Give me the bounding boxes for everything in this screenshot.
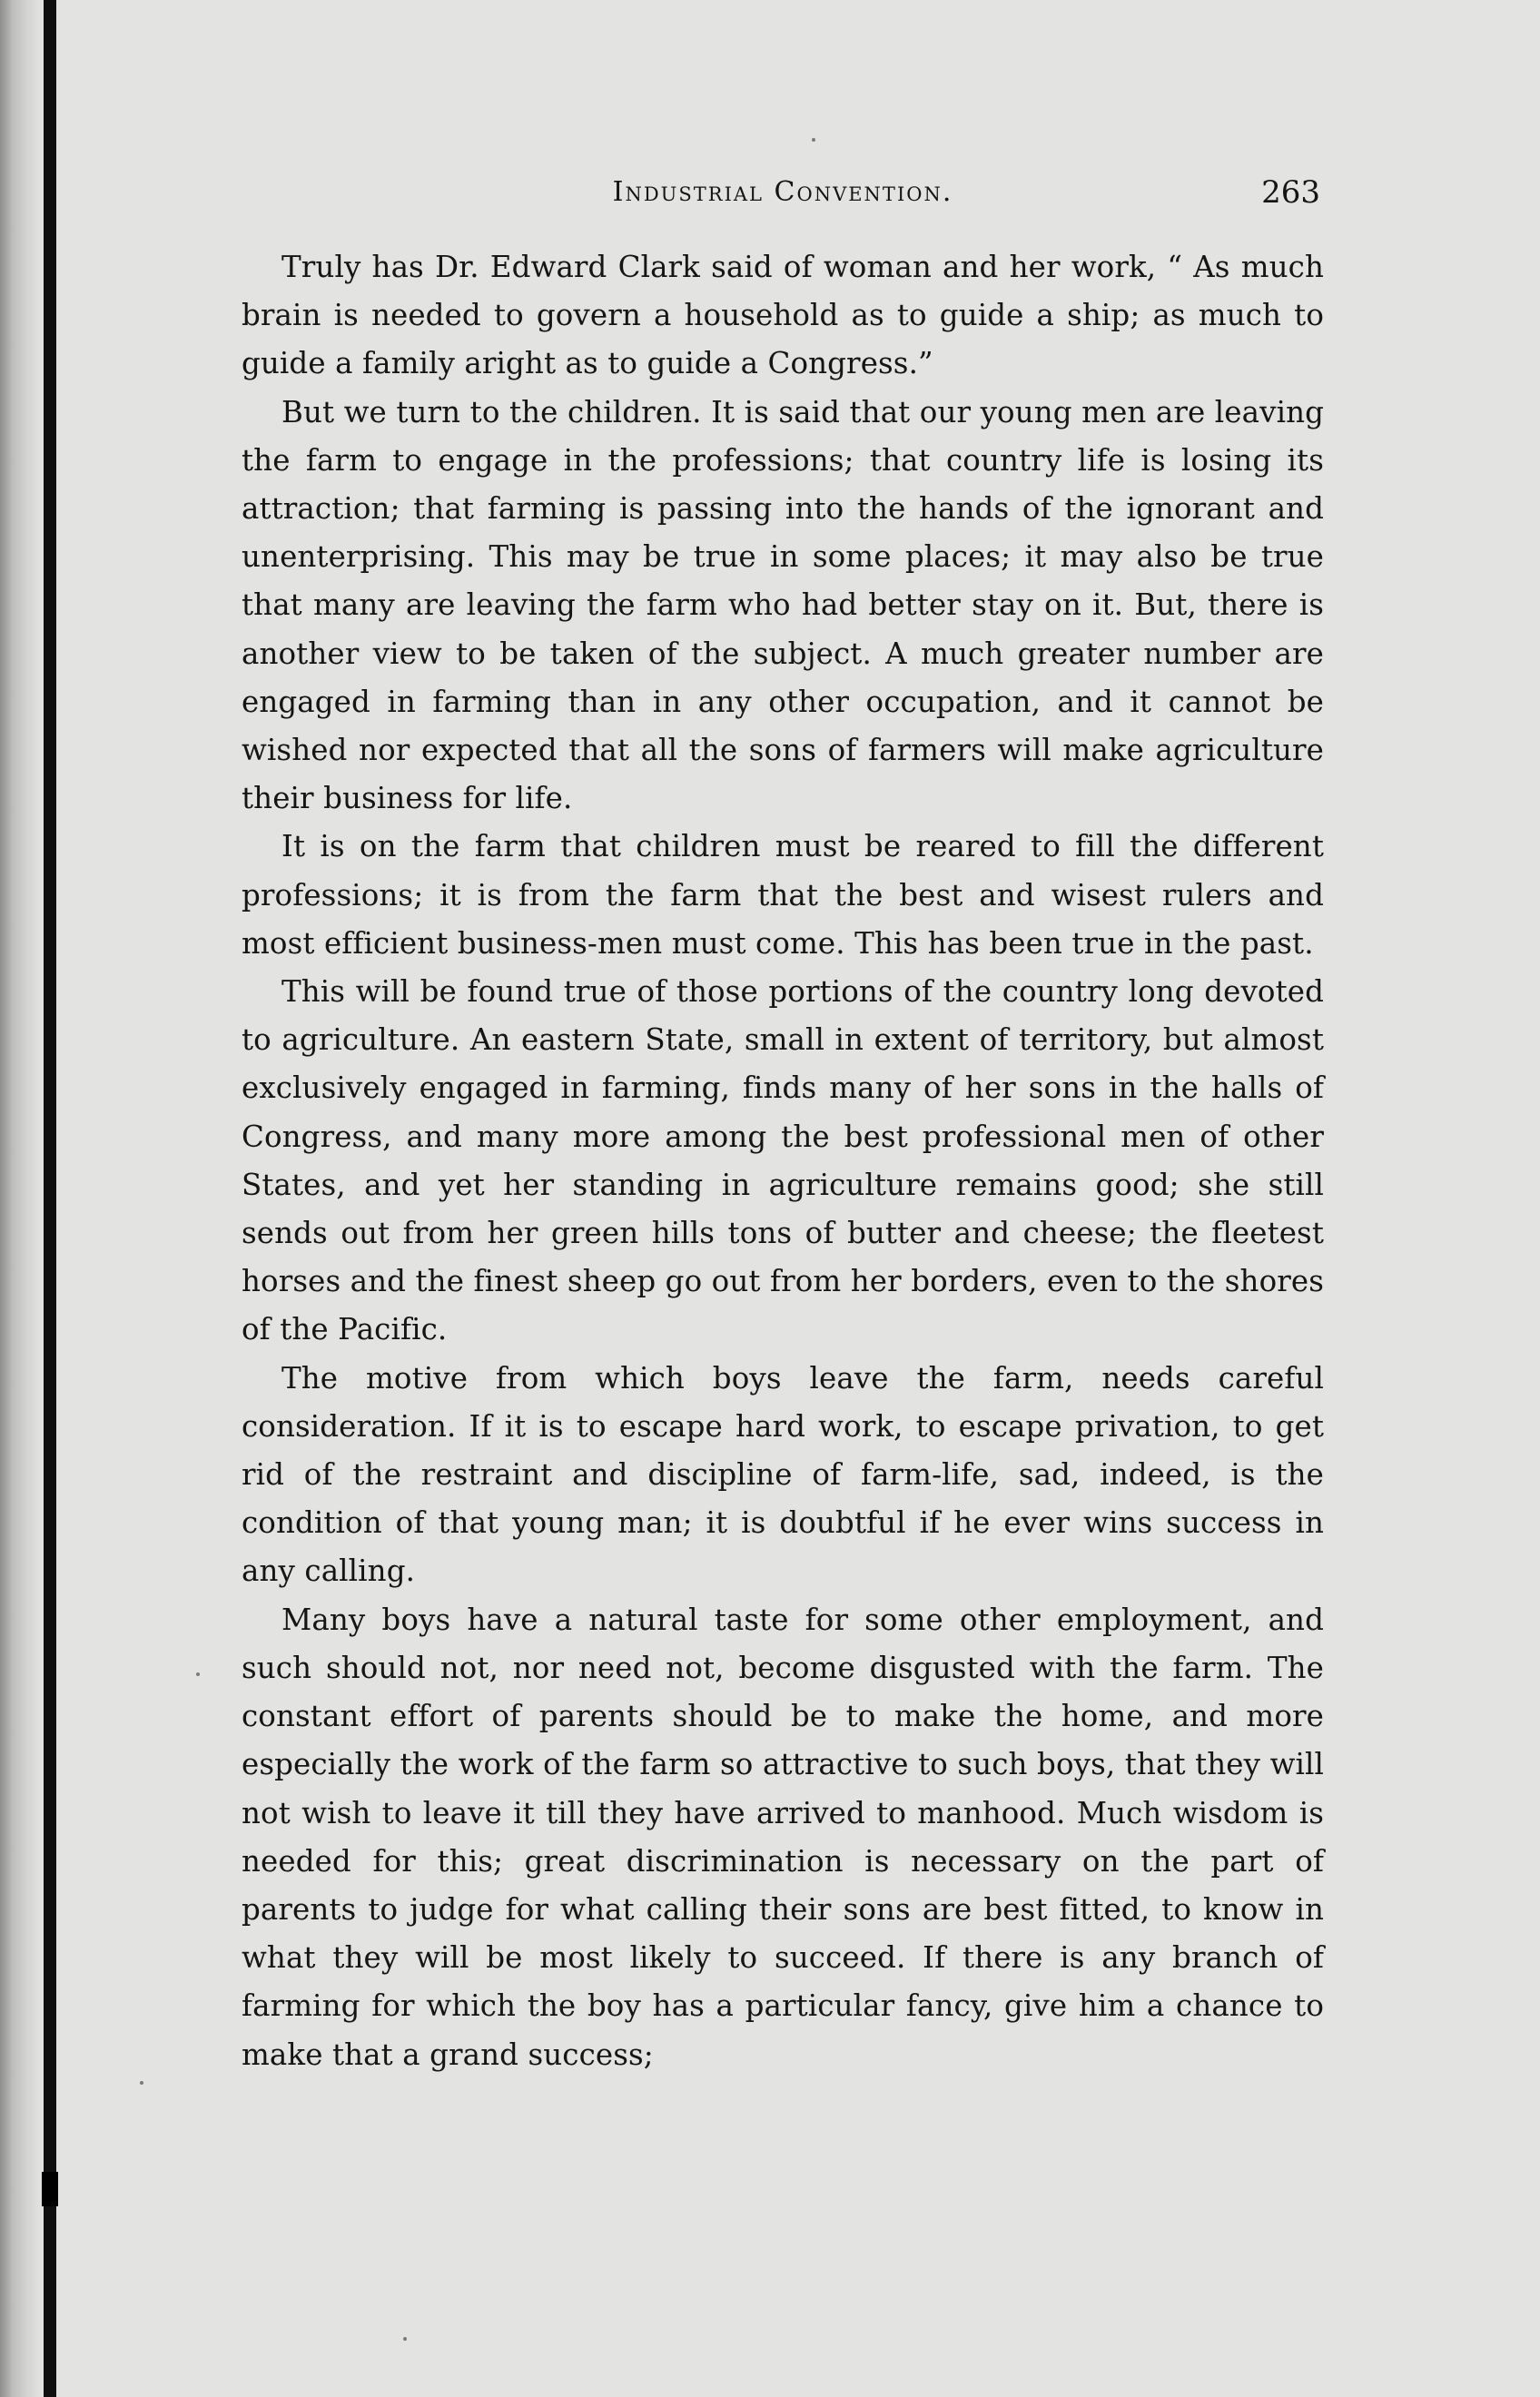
book-page xyxy=(242,174,1324,2079)
running-title: Industrial Convention. xyxy=(612,176,953,208)
binding-edge xyxy=(44,0,56,2397)
paragraph: But we turn to the children. It is said that our young men are leaving the farm to engage in the professions; that country life is losing its attraction; that farming is passing into the hands of the ignorant and unenterprising. This may be true in some places; it may also be true that many are leaving the farm who had better stay on it. But, there is another view to be taken of the subject. A much greater number are engaged in farming than in any other occupation, and it cannot be wished nor expected that all the sons of farmers will make agriculture their business for life. xyxy=(242,394,1324,816)
paper-speck xyxy=(812,138,815,142)
paragraph: The motive from which boys leave the farm, needs careful consideration. If it is to escape hard work, to escape privation, to get rid of the restraint and discipline of farm-life, sad, indeed, is the condition of that young man; it is doubtful if he ever wins success in any calling. xyxy=(242,1360,1324,1589)
paper-speck xyxy=(403,2337,407,2341)
paper-speck xyxy=(140,2081,143,2085)
page-number: 263 xyxy=(1261,174,1320,211)
binding-shadow xyxy=(0,0,42,2397)
paragraph: This will be found true of those portions of the country long devoted to agriculture. An eastern State, small in extent of territory, but almost exclusively engaged in farming, finds many of her sons in the halls of Congress, and many more among the best professional men of other States, and yet her standing in agriculture remains good; she still sends out from her green hills tons of butter and cheese; the fleetest horses and the finest sheep go out from her borders, even to the shores of the Pacific. xyxy=(242,974,1324,1347)
paragraph: Truly has Dr. Edward Clark said of woman and her work, “ As much brain is needed to govern a household as to guide a ship; as much to guide a family aright as to guide a Congress.” xyxy=(242,250,1324,381)
running-head xyxy=(242,174,1324,225)
paragraph: It is on the farm that children must be reared to fill the different professions; it is from the farm that the best and wisest rulers and most efficient business-men must come. This has been true in the past. xyxy=(242,829,1324,961)
binding-notch xyxy=(42,2172,58,2206)
paragraph: Many boys have a natural taste for some other employment, and such should not, nor need not, become disgusted with the farm. The constant effort of parents should be to make the home, and more especially the work of the farm so attractive to such boys, that they will not wish to leave it till they have arrived to manhood. Much wisdom is needed for this; great discrimination is necessary on the part of parents to judge for what calling their sons are best fitted, to know in what they will be most likely to succeed. If there is any branch of farming for which the boy has a particular fancy, give him a chance to make that a grand success; xyxy=(242,1602,1324,2072)
paper-speck xyxy=(196,1672,200,1676)
